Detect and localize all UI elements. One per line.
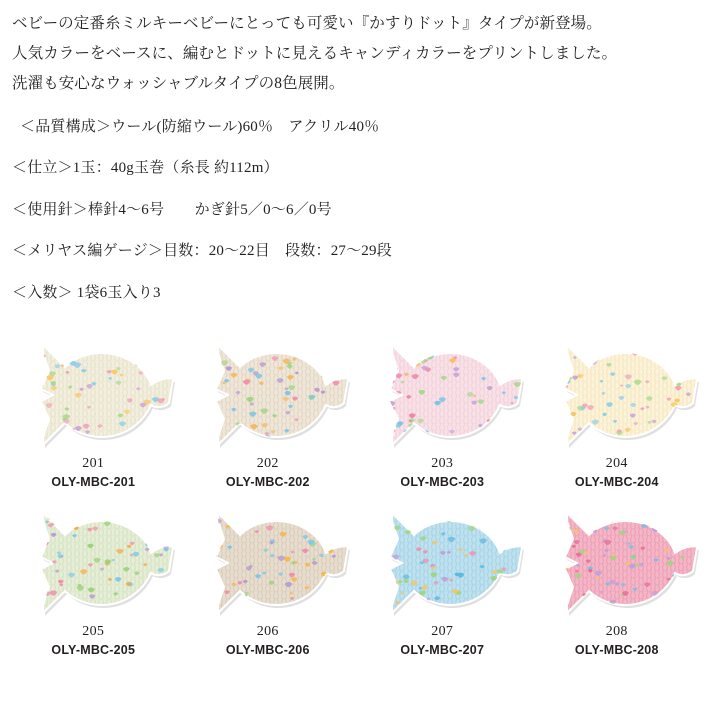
swatch-number: 208 — [605, 624, 628, 640]
swatch-number: 207 — [431, 624, 454, 640]
swatch-number: 201 — [82, 456, 105, 472]
candy-shape-icon — [358, 493, 526, 623]
intro-line-2: 人気カラーをベースに、編むとドットに見えるキャンディカラーをプリントしました。 — [12, 44, 618, 62]
yarn-candy-swatch — [358, 325, 526, 455]
yarn-candy-swatch — [9, 493, 177, 623]
candy-shape-icon — [184, 493, 352, 623]
candy-shape-icon — [184, 325, 352, 455]
swatch-number: 205 — [82, 624, 105, 640]
spec-gauge: ＜メリヤス編ゲージ＞目数：20〜22目 段数：27〜29段 — [12, 243, 392, 260]
swatch-cell — [6, 493, 181, 657]
yarn-candy-swatch — [533, 493, 701, 623]
candy-shape-icon — [533, 493, 701, 623]
swatch-cell — [181, 325, 356, 489]
swatch-code: OLY-MBC-201 — [51, 475, 136, 490]
yarn-candy-swatch — [184, 325, 352, 455]
spec-quantity: ＜入数＞ 1袋6玉入り3 — [12, 284, 161, 301]
swatch-number: 204 — [605, 456, 628, 472]
swatch-number: 203 — [431, 456, 454, 472]
swatch-number: 202 — [256, 456, 279, 472]
intro-line-3: 洗濯も安心なウォッシャブルタイプの8色展開。 — [12, 74, 345, 92]
candy-shape-icon — [533, 325, 701, 455]
swatch-code: OLY-MBC-206 — [225, 643, 310, 658]
yarn-candy-swatch — [533, 325, 701, 455]
swatch-cell — [355, 493, 530, 657]
spec-needles: ＜使用針＞棒針4〜6号 かぎ針5／0〜6／0号 — [12, 201, 332, 218]
swatch-cell — [181, 493, 356, 657]
swatch-code: OLY-MBC-204 — [574, 475, 659, 490]
candy-shape-icon — [9, 325, 177, 455]
candy-shape-icon — [9, 493, 177, 623]
yarn-candy-swatch — [184, 493, 352, 623]
swatch-code: OLY-MBC-202 — [225, 475, 310, 490]
intro-paragraph — [0, 0, 710, 95]
spec-packaging: ＜仕立＞1玉：40g玉巻（糸長 約112m） — [12, 160, 279, 177]
spec-composition: ＜品質構成＞ウール(防縮ウール)60％ アクリル40％ — [20, 118, 380, 135]
swatch-code: OLY-MBC-205 — [51, 643, 136, 658]
yarn-candy-swatch — [358, 493, 526, 623]
color-swatch-grid — [0, 325, 710, 657]
swatch-cell — [6, 325, 181, 489]
swatch-code: OLY-MBC-208 — [574, 643, 659, 658]
swatch-cell — [530, 493, 705, 657]
candy-shape-icon — [358, 325, 526, 455]
swatch-cell — [530, 325, 705, 489]
swatch-cell — [355, 325, 530, 489]
swatch-code: OLY-MBC-203 — [400, 475, 485, 490]
intro-line-1: ベビーの定番糸ミルキーベビーにとっても可愛い『かすりドット』タイプが新登場。 — [12, 15, 602, 32]
swatch-number: 206 — [256, 624, 279, 640]
swatch-code: OLY-MBC-207 — [400, 643, 485, 658]
specifications — [0, 104, 710, 304]
yarn-candy-swatch — [9, 325, 177, 455]
